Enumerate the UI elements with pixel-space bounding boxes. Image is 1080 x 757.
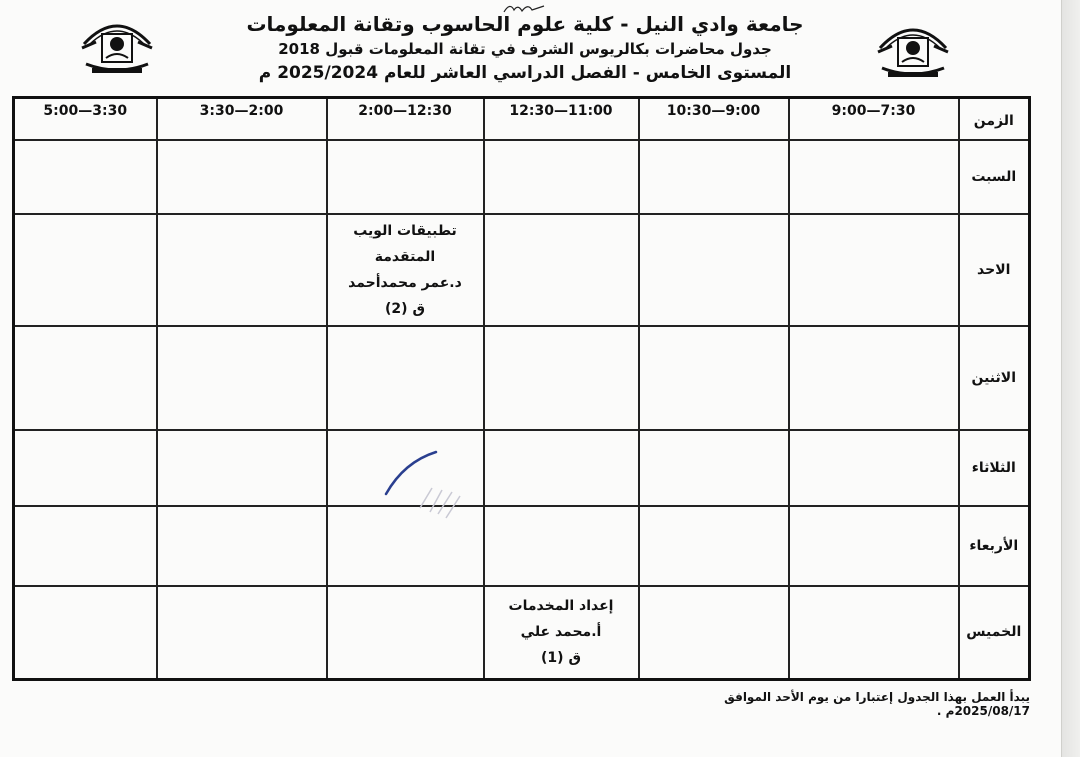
table-row bbox=[14, 430, 1030, 506]
semester-title: المستوى الخامس - الفصل الدراسي العاشر للعام 2025/2024 م bbox=[258, 63, 792, 83]
page-edge bbox=[1061, 0, 1080, 757]
university-logo-right-icon bbox=[872, 18, 954, 82]
university-logo-left-icon bbox=[76, 14, 158, 78]
day-label: السبت bbox=[959, 140, 1030, 214]
table-row bbox=[14, 214, 1030, 326]
day-label: الاحد bbox=[959, 214, 1030, 326]
course-cell bbox=[327, 214, 484, 326]
time-slot-header: 2:00—12:30 bbox=[327, 98, 484, 140]
day-label: الثلاثاء bbox=[959, 430, 1030, 506]
day-label: الخميس bbox=[959, 586, 1030, 680]
table-row bbox=[14, 586, 1030, 680]
lecturer-name: د.عمر محمدأحمد bbox=[348, 274, 462, 291]
course-name: إعداد المخدمات bbox=[508, 598, 614, 615]
table-row bbox=[14, 140, 1030, 214]
time-slot-header: 5:00—3:30 bbox=[14, 98, 157, 140]
day-label: الأربعاء bbox=[959, 506, 1030, 586]
time-column-header: الزمن bbox=[959, 98, 1030, 140]
schedule-table bbox=[12, 96, 1031, 681]
course-name: المتقدمة bbox=[374, 248, 436, 265]
time-slot-header: 9:00—7:30 bbox=[789, 98, 959, 140]
table-row bbox=[14, 506, 1030, 586]
course-name: تطبيقات الويب bbox=[353, 222, 457, 239]
pen-stroke-icon bbox=[380, 448, 480, 528]
footer-note: يبدأ العمل بهذا الجدول إعتبارا من يوم الأحد الموافق 2025/08/17م . bbox=[724, 690, 1030, 718]
room-label: ق (1) bbox=[541, 650, 581, 667]
course-cell bbox=[484, 586, 639, 680]
day-label: الاثنين bbox=[959, 326, 1030, 430]
time-slot-header: 10:30—9:00 bbox=[639, 98, 789, 140]
time-slot-header: 12:30—11:00 bbox=[484, 98, 639, 140]
room-label: ق (2) bbox=[385, 300, 425, 317]
document-header bbox=[200, 10, 850, 86]
table-row bbox=[14, 326, 1030, 430]
table-header-row bbox=[14, 98, 1030, 140]
university-title: جامعة وادي النيل - كلية علوم الحاسوب وتقانة المعلومات bbox=[246, 12, 804, 36]
schedule-title: جدول محاضرات بكالريوس الشرف في تقانة المعلومات قبول 2018 bbox=[278, 40, 772, 58]
time-slot-header: 3:30—2:00 bbox=[157, 98, 327, 140]
lecturer-name: أ.محمد علي bbox=[520, 624, 602, 641]
